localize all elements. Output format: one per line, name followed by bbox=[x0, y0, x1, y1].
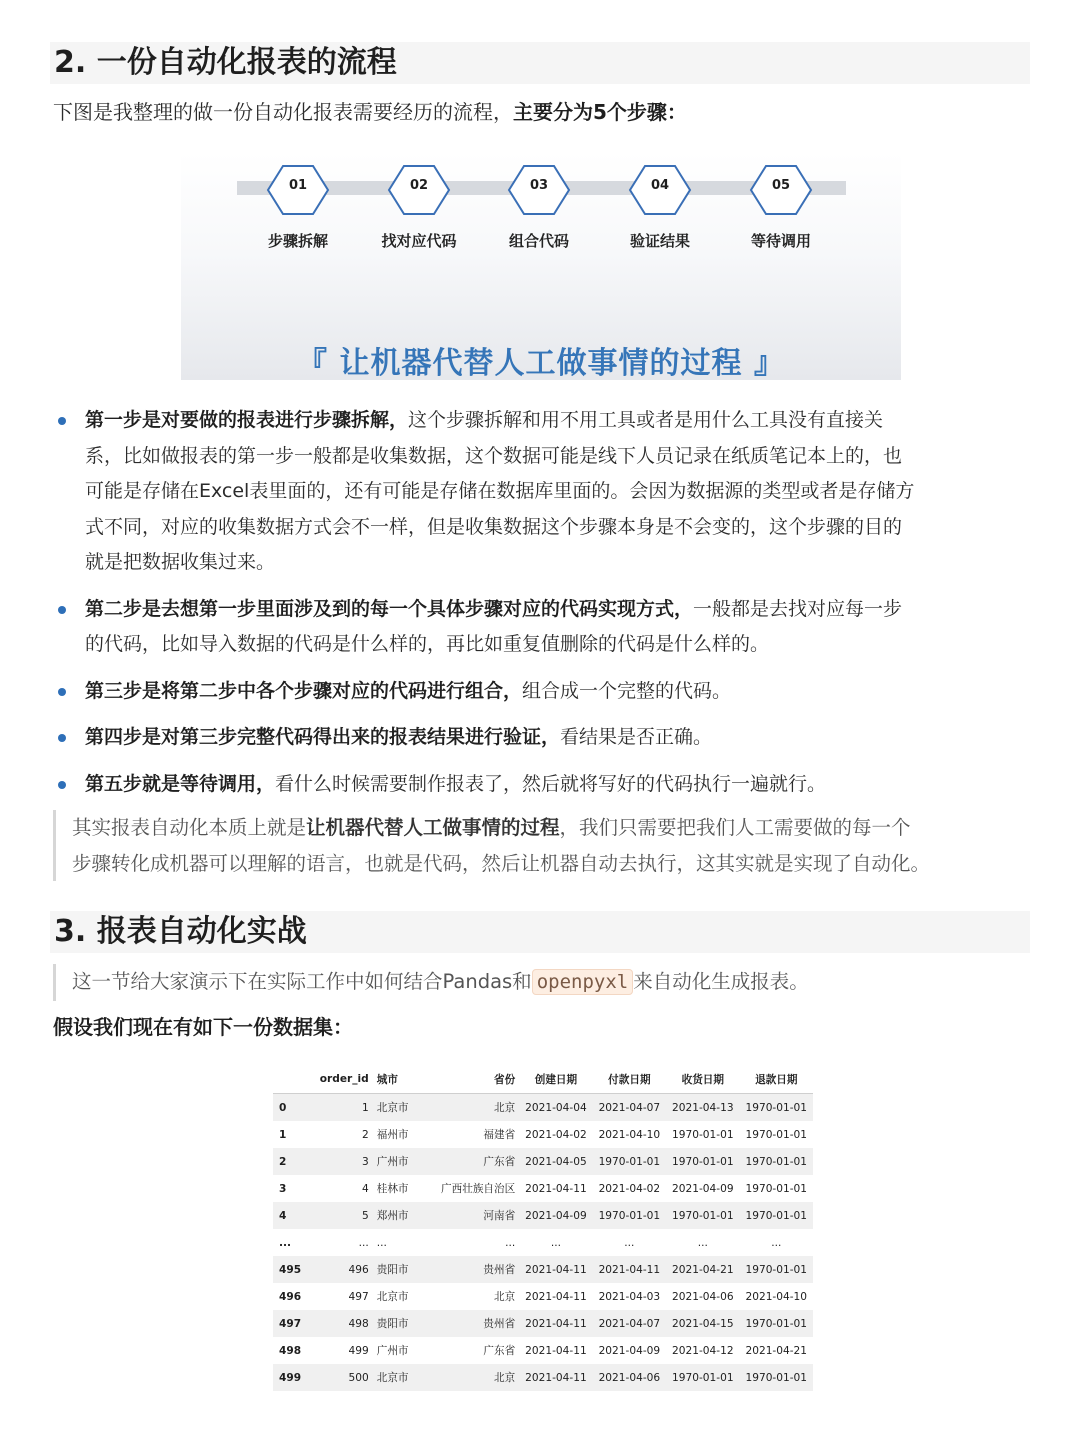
step-1 bbox=[238, 164, 358, 251]
table-row bbox=[273, 1283, 813, 1310]
figure-slogan: 『 让机器代替人工做事情的过程 』 bbox=[297, 346, 785, 380]
table-cell: 499 bbox=[348, 1344, 369, 1357]
list-item-text: 看什么时候需要制作报表了，然后就将写好的代码执行一遍就行。 bbox=[275, 772, 827, 795]
table-cell: 2021-04-10 bbox=[598, 1128, 661, 1141]
dataframe-table bbox=[273, 1065, 813, 1391]
table-cell: 1970-01-01 bbox=[740, 1202, 813, 1229]
table-cell: 498 bbox=[319, 1310, 377, 1337]
step-number: 04 bbox=[650, 178, 670, 193]
list-item-text: 系，比如做报表的第一步一般都是收集数据，这个数据可能是线下人员记录在纸质笔记本上的，也 bbox=[85, 444, 903, 467]
table-cell: 北京市 bbox=[377, 1094, 419, 1122]
table-cell: 1970-01-01 bbox=[672, 1128, 734, 1141]
table-row bbox=[273, 1229, 813, 1256]
table-cell: 广东省 bbox=[483, 1345, 516, 1357]
section-2-heading: 2. 一份自动化报表的流程 bbox=[50, 42, 1030, 84]
table-header-cell: 城市 bbox=[377, 1065, 419, 1094]
step-label: 找对应代码 bbox=[381, 232, 457, 250]
table-cell: 1 bbox=[319, 1094, 377, 1122]
quote-text: 其实报表自动化本质上就是 bbox=[72, 816, 307, 839]
table-header-row bbox=[273, 1065, 813, 1094]
table-cell: 495 bbox=[273, 1256, 319, 1283]
list-item-bold: 第一步是对要做的报表进行步骤拆解， bbox=[85, 409, 409, 431]
inline-code: openpyxl bbox=[532, 969, 634, 995]
section-3-quote bbox=[53, 964, 809, 1001]
table-cell: ... bbox=[376, 1236, 387, 1249]
table-header-cell: 省份 bbox=[418, 1065, 519, 1094]
step-number: 05 bbox=[771, 178, 791, 193]
table-cell: ... bbox=[505, 1236, 516, 1249]
table-cell: 1970-01-01 bbox=[740, 1094, 813, 1122]
table-cell: 2021-04-05 bbox=[519, 1148, 592, 1175]
table-cell: ... bbox=[550, 1236, 561, 1249]
quote-text: 这一节给大家演示下在实际工作中如何结合Pandas和 bbox=[72, 970, 532, 993]
list-item bbox=[53, 403, 1038, 581]
table-cell: 2021-04-15 bbox=[666, 1310, 739, 1337]
table-cell: 2021-04-11 bbox=[525, 1290, 587, 1303]
table-cell: 1970-01-01 bbox=[740, 1148, 813, 1175]
step-number: 01 bbox=[288, 178, 308, 193]
table-cell: 2021-04-11 bbox=[519, 1310, 592, 1337]
table-cell: 2021-04-09 bbox=[519, 1202, 592, 1229]
step-label: 等待调用 bbox=[750, 232, 811, 250]
step-number: 03 bbox=[529, 178, 549, 193]
quote-text: 步骤转化成机器可以理解的语言，也就是代码，然后让机器自动去执行，这其实就是实现了自动化。 bbox=[72, 851, 931, 875]
section-2-intro bbox=[53, 97, 687, 127]
table-cell: 2021-04-11 bbox=[519, 1364, 592, 1391]
table-cell: 贵阳市 bbox=[377, 1310, 419, 1337]
table-cell: 2021-04-11 bbox=[525, 1344, 587, 1357]
table-cell: 广东省 bbox=[418, 1148, 519, 1175]
table-cell: 广州市 bbox=[376, 1345, 409, 1357]
table-cell: 2021-04-21 bbox=[745, 1344, 808, 1357]
table-row bbox=[273, 1310, 813, 1337]
table-row bbox=[273, 1202, 813, 1229]
quote-text: ，我们只需要把我们人工需要做的每一个 bbox=[559, 816, 911, 839]
table-cell: ... bbox=[624, 1236, 635, 1249]
list-item-bold: 第二步是去想第一步里面涉及到的每一个具体步骤对应的代码实现方式， bbox=[85, 597, 694, 620]
table-header-cell: 付款日期 bbox=[593, 1065, 666, 1094]
table-row bbox=[273, 1148, 813, 1175]
table-cell: 2021-04-06 bbox=[672, 1290, 734, 1303]
intro-bold: 主要分为5个步骤： bbox=[513, 100, 687, 124]
list-item-text: 这个步骤拆解和用不用工具或者是用什么工具没有直接关 bbox=[408, 409, 884, 431]
process-figure bbox=[181, 152, 901, 380]
table-cell: 1970-01-01 bbox=[666, 1148, 739, 1175]
list-item bbox=[53, 592, 1038, 663]
table-cell: 1970-01-01 bbox=[593, 1202, 666, 1229]
table-cell: 北京 bbox=[418, 1094, 519, 1122]
table-cell: 2021-04-13 bbox=[666, 1094, 739, 1122]
bullet-dot-icon bbox=[58, 417, 66, 425]
step-3 bbox=[479, 164, 599, 251]
quote-bold: 让机器代替人工做事情的过程 bbox=[306, 816, 560, 839]
table-cell: 北京市 bbox=[377, 1364, 419, 1391]
table-cell: 1970-01-01 bbox=[740, 1364, 813, 1391]
list-item bbox=[53, 767, 1038, 803]
table-row bbox=[273, 1121, 813, 1148]
bullet-dot-icon bbox=[58, 606, 66, 614]
bullet-dot-icon bbox=[58, 781, 66, 789]
table-cell: 500 bbox=[319, 1364, 377, 1391]
list-item-text: 可能是存储在Excel表里面的，还有可能是存储在数据库里面的。会因为数据源的类型或者是存储方 bbox=[85, 480, 915, 502]
bullet-dot-icon bbox=[58, 688, 66, 696]
table-row bbox=[273, 1256, 813, 1283]
table-cell: 4 bbox=[273, 1202, 319, 1229]
dataset-label: 假设我们现在有如下一份数据集： bbox=[53, 1015, 353, 1039]
table-header-cell: 退款日期 bbox=[740, 1065, 813, 1094]
table-header-cell bbox=[273, 1065, 319, 1094]
table-cell: 贵州省 bbox=[418, 1256, 519, 1283]
steps-list bbox=[53, 403, 1038, 813]
table-header-cell: 收货日期 bbox=[666, 1065, 739, 1094]
table-cell: 497 bbox=[348, 1290, 369, 1303]
section-3-heading: 3. 报表自动化实战 bbox=[50, 911, 1030, 953]
table-cell: 广州市 bbox=[377, 1148, 419, 1175]
table-cell: 2021-04-03 bbox=[598, 1290, 661, 1303]
table-cell: 1970-01-01 bbox=[666, 1202, 739, 1229]
step-label: 验证结果 bbox=[629, 232, 690, 250]
list-item-bold: 第五步就是等待调用， bbox=[85, 772, 276, 795]
table-cell: 广西壮族自治区 bbox=[441, 1183, 516, 1195]
table-cell: 2021-04-02 bbox=[598, 1182, 661, 1195]
table-cell: ... bbox=[697, 1236, 708, 1249]
table-cell: 河南省 bbox=[418, 1202, 519, 1229]
table-cell: 2021-04-07 bbox=[593, 1310, 666, 1337]
table-cell: 496 bbox=[319, 1256, 377, 1283]
table-row bbox=[273, 1337, 813, 1364]
table-cell: ... bbox=[358, 1236, 369, 1249]
table-cell: 福建省 bbox=[483, 1129, 516, 1141]
table-cell: 2 bbox=[362, 1128, 369, 1141]
table-cell: 1970-01-01 bbox=[745, 1128, 808, 1141]
table-cell: 2021-04-21 bbox=[666, 1256, 739, 1283]
table-cell: 4 bbox=[362, 1182, 369, 1195]
list-item-text: 组合成一个完整的代码。 bbox=[522, 679, 732, 702]
summary-quote bbox=[53, 810, 930, 881]
table-cell: 北京市 bbox=[376, 1291, 409, 1303]
table-cell: 郑州市 bbox=[377, 1202, 419, 1229]
table-cell: 2021-04-04 bbox=[519, 1094, 592, 1122]
table-cell: 福州市 bbox=[376, 1129, 409, 1141]
step-2 bbox=[359, 164, 479, 251]
table-cell: 2021-04-11 bbox=[593, 1256, 666, 1283]
table-cell: 2021-04-12 bbox=[672, 1344, 734, 1357]
list-item-text: 看结果是否正确。 bbox=[560, 726, 713, 748]
table-cell: 499 bbox=[273, 1364, 319, 1391]
table-cell: 北京 bbox=[494, 1291, 516, 1303]
list-item-text: 的代码，比如导入数据的代码是什么样的，再比如重复值删除的代码是什么样的。 bbox=[85, 633, 770, 655]
list-item bbox=[53, 674, 1038, 710]
table-cell: 2021-04-02 bbox=[525, 1128, 587, 1141]
table-cell: 3 bbox=[319, 1148, 377, 1175]
table-cell: 1970-01-01 bbox=[745, 1182, 808, 1195]
table-header-cell: order_id bbox=[319, 1065, 377, 1094]
table-cell: 桂林市 bbox=[376, 1183, 409, 1195]
list-item bbox=[53, 720, 1038, 756]
table-cell: 498 bbox=[279, 1344, 302, 1357]
table-cell: 0 bbox=[273, 1094, 319, 1122]
table-cell: ... bbox=[771, 1236, 782, 1249]
table-cell: 2021-04-11 bbox=[519, 1256, 592, 1283]
table-cell: 3 bbox=[279, 1182, 287, 1195]
step-5 bbox=[721, 164, 841, 251]
step-number: 02 bbox=[409, 178, 429, 193]
table-cell: 2021-04-09 bbox=[598, 1344, 661, 1357]
table-cell: 497 bbox=[273, 1310, 319, 1337]
table-cell: 1 bbox=[279, 1128, 287, 1141]
table-cell: 1970-01-01 bbox=[666, 1364, 739, 1391]
table-row bbox=[273, 1094, 813, 1122]
list-item-text: 一般都是去找对应每一步 bbox=[693, 597, 903, 620]
table-cell: 2021-04-06 bbox=[593, 1364, 666, 1391]
intro-text: 下图是我整理的做一份自动化报表需要经历的流程， bbox=[53, 100, 513, 124]
table-row bbox=[273, 1175, 813, 1202]
table-cell: 2021-04-11 bbox=[525, 1182, 587, 1195]
table-cell: 2 bbox=[273, 1148, 319, 1175]
table-cell: ... bbox=[279, 1236, 292, 1249]
list-item-text: 式不同，对应的收集数据方式会不一样，但是收集数据这个步骤本身是不会变的，这个步骤的目的 bbox=[85, 515, 903, 538]
table-cell: 2021-04-10 bbox=[745, 1290, 808, 1303]
list-item-bold: 第三步是将第二步中各个步骤对应的代码进行组合， bbox=[85, 679, 523, 702]
table-cell: 1970-01-01 bbox=[593, 1148, 666, 1175]
table-cell: 5 bbox=[319, 1202, 377, 1229]
table-cell: 1970-01-01 bbox=[740, 1256, 813, 1283]
table-cell: 贵阳市 bbox=[377, 1256, 419, 1283]
table-cell: 2021-04-07 bbox=[593, 1094, 666, 1122]
table-cell: 2021-04-09 bbox=[672, 1182, 734, 1195]
step-label: 组合代码 bbox=[508, 232, 569, 250]
list-item-text: 就是把数据收集过来。 bbox=[85, 551, 276, 573]
table-cell: 北京 bbox=[418, 1364, 519, 1391]
table-header-cell: 创建日期 bbox=[519, 1065, 592, 1094]
table-cell: 贵州省 bbox=[418, 1310, 519, 1337]
bullet-dot-icon bbox=[58, 734, 66, 742]
table-body bbox=[273, 1094, 813, 1392]
step-4 bbox=[600, 164, 720, 251]
table-cell: 496 bbox=[279, 1290, 302, 1303]
step-label: 步骤拆解 bbox=[267, 232, 328, 250]
quote-text: 来自动化生成报表。 bbox=[633, 970, 809, 993]
table-row bbox=[273, 1364, 813, 1391]
list-item-bold: 第四步是对第三步完整代码得出来的报表结果进行验证， bbox=[85, 726, 561, 748]
table-cell: 1970-01-01 bbox=[740, 1310, 813, 1337]
